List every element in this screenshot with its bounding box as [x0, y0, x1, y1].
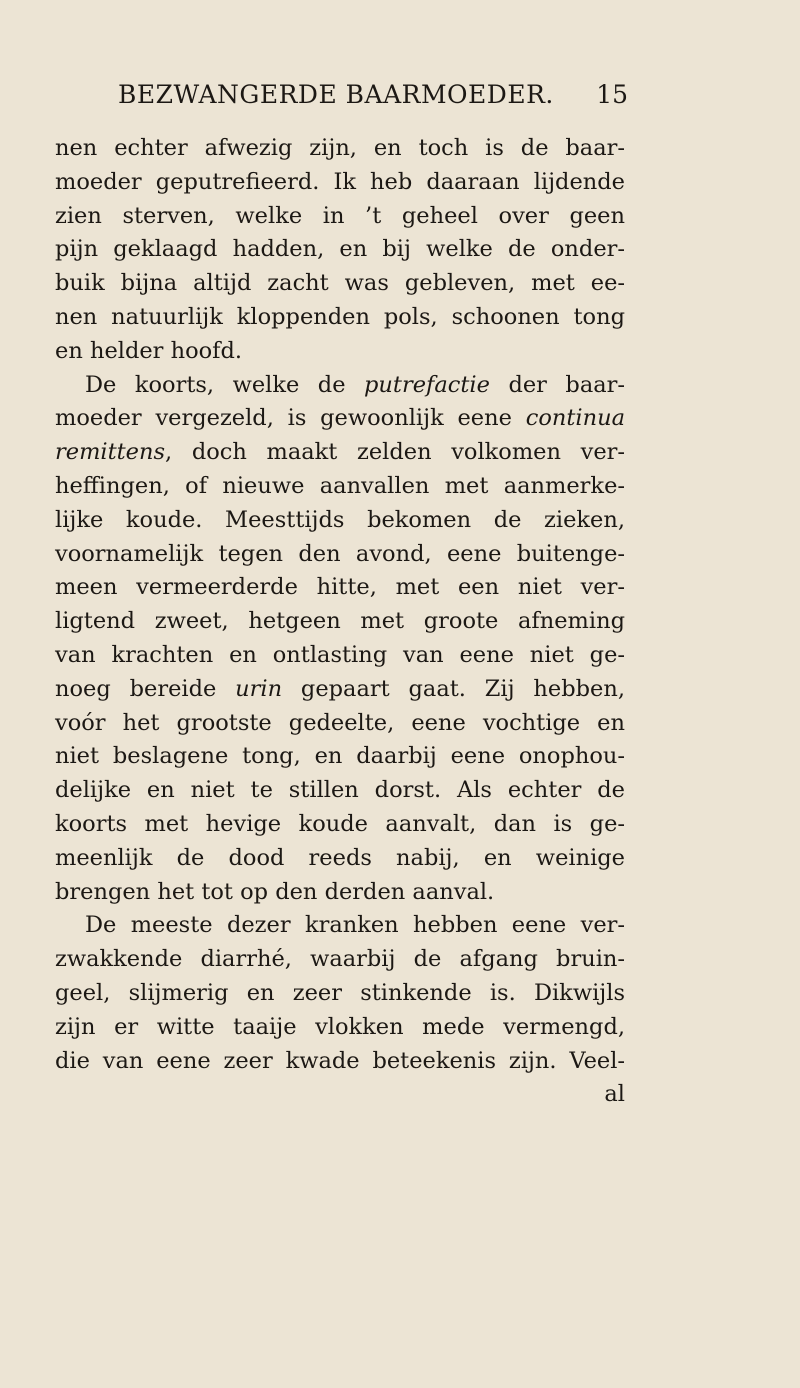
text-line: De meeste dezer kranken hebben eene ver-: [85, 912, 625, 939]
text-line: [55, 673, 625, 707]
text-run: gepaart gaat. Zij hebben,: [282, 675, 625, 702]
text-line: meenlijk de dood reeds nabij, en weinige: [55, 844, 625, 871]
text-line: koorts met hevige koude aanvalt, dan is ge-: [55, 810, 625, 837]
text-run: noeg bereide: [55, 675, 236, 702]
text-line: pijn geklaagd hadden, en bij welke de onder-: [55, 236, 625, 263]
text-line: die van eene zeer kwade beteekenis zijn. Veel-: [55, 1047, 625, 1074]
text-line: moeder geputrefieerd. Ik heb daaraan lijdende: [55, 168, 625, 195]
italic-term: urin: [235, 675, 283, 702]
text-line: ligtend zweet, hetgeen met groote afneming: [55, 608, 625, 635]
text-line: [55, 402, 625, 436]
text-line: delijke en niet te stillen dorst. Als echter de: [55, 777, 625, 804]
italic-term: remittens: [55, 439, 166, 466]
text-line: van krachten en ontlasting van eene niet ge-: [55, 641, 625, 668]
page-number: 15: [596, 80, 628, 109]
text-line: nen echter afwezig zijn, en toch is de baar-: [55, 135, 625, 161]
text-line: nen natuurlijk kloppenden pols, schoonen tong: [55, 303, 625, 330]
body-text: [55, 132, 625, 1112]
text-run: De koorts, welke de: [85, 371, 365, 398]
text-line: zien sterven, welke in ’t geheel over geen: [55, 202, 625, 229]
catchword: al: [604, 1081, 625, 1108]
text-run: moeder vergezeld, is gewoonlijk eene: [55, 405, 526, 432]
text-line: meen vermeerderde hitte, met een niet ver-: [55, 574, 625, 601]
italic-term: putrefactie: [364, 371, 490, 398]
text-line: heffingen, of nieuwe aanvallen met aanmerke-: [55, 472, 625, 499]
text-run: , doch maakt zelden volkomen ver-: [165, 439, 625, 466]
text-line: buik bijna altijd zacht was gebleven, met ee-: [55, 270, 625, 297]
text-line: geel, slijmerig en zeer stinkende is. Dikwijls: [55, 979, 625, 1006]
page-header: [118, 80, 628, 118]
text-line: lijke koude. Meesttijds bekomen de zieken,: [55, 506, 625, 533]
text-line: [55, 369, 625, 403]
paragraph-end-line: en helder hoofd.: [55, 337, 243, 364]
text-line: zwakkende diarrhé, waarbij de afgang bruin-: [55, 946, 625, 973]
text-line: [55, 436, 625, 470]
running-title: BEZWANGERDE BAARMOEDER.: [118, 80, 554, 109]
text-line: voornamelijk tegen den avond, eene buitenge-: [55, 540, 625, 567]
text-line: niet beslagene tong, en daarbij eene onophou-: [55, 743, 625, 770]
text-run: der baar-: [489, 371, 626, 398]
text-line: zijn er witte taaije vlokken mede vermengd,: [55, 1013, 625, 1040]
paragraph-end-line: brengen het tot op den derden aanval.: [55, 878, 495, 905]
text-line: voór het grootste gedeelte, eene vochtige en: [55, 709, 625, 736]
italic-term: continua: [525, 405, 625, 432]
